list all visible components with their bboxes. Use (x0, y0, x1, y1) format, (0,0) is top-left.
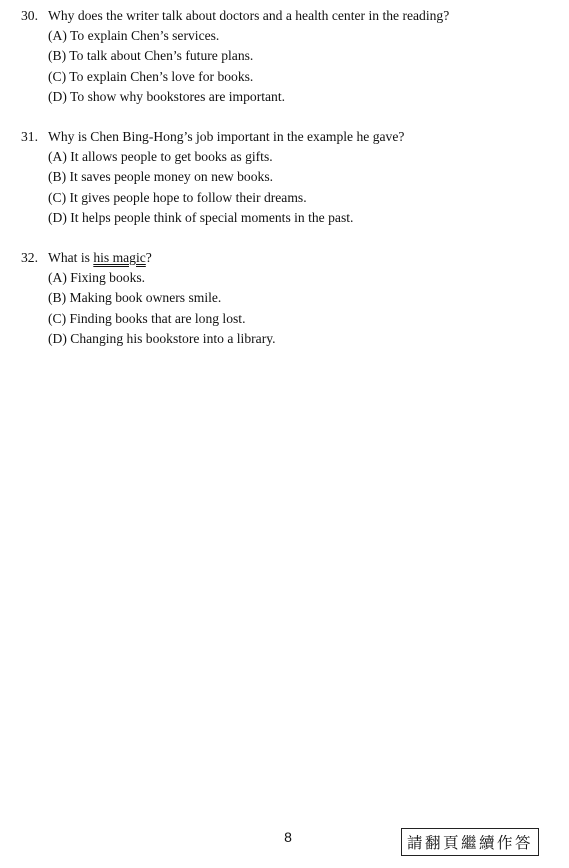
turn-page-notice: 請翻頁繼續作答 (401, 828, 539, 856)
option-c: (C) Finding books that are long lost. (48, 311, 246, 326)
question-number: 31. (21, 129, 38, 144)
question-stem: Why does the writer talk about doctors and a health center in the reading? (48, 8, 450, 23)
option-d: (D) Changing his bookstore into a library. (48, 331, 276, 346)
question-number: 32. (21, 250, 38, 265)
option-b: (B) It saves people money on new books. (48, 169, 274, 184)
option-d: (D) To show why bookstores are important. (48, 89, 286, 104)
question-stem: Why is Chen Bing-Hong’s job important in the example he gave? (48, 129, 405, 144)
option-a: (A) To explain Chen’s services. (48, 28, 220, 43)
option-b: (B) To talk about Chen’s future plans. (48, 48, 254, 63)
question-number: 30. (21, 8, 38, 23)
question-stem-after: ? (145, 250, 152, 265)
option-b: (B) Making book owners smile. (48, 290, 222, 305)
option-a: (A) Fixing books. (48, 270, 146, 285)
page-number: 8 (284, 829, 292, 845)
underlined-phrase: his magic (93, 250, 146, 265)
option-c: (C) It gives people hope to follow their dreams. (48, 190, 307, 205)
option-d: (D) It helps people think of special moments in the past. (48, 210, 354, 225)
question-stem (48, 250, 152, 266)
option-a: (A) It allows people to get books as gifts. (48, 149, 273, 164)
option-c: (C) To explain Chen’s love for books. (48, 69, 254, 84)
question-stem-before: What is (48, 250, 94, 265)
